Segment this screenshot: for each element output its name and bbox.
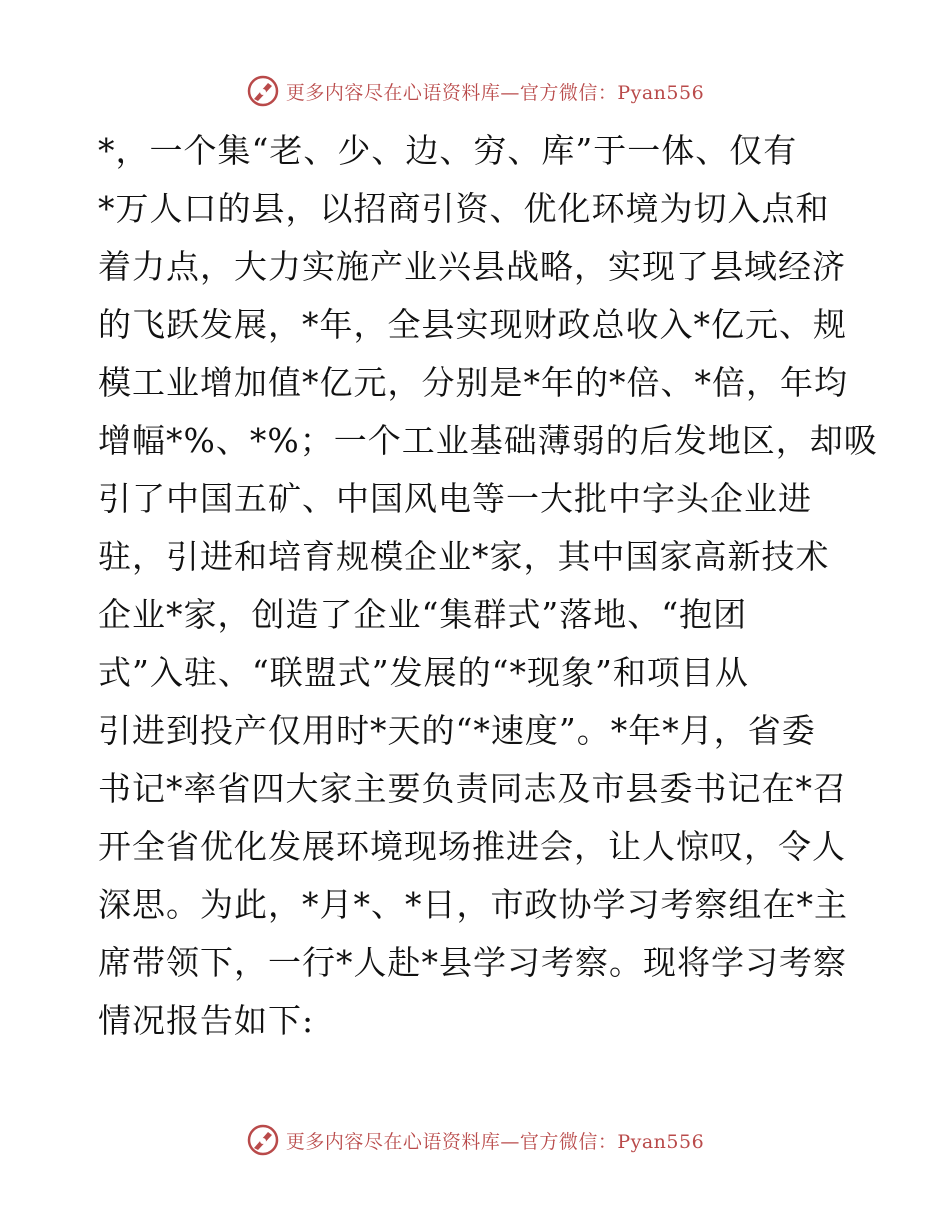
body-line: 深思。为此，*月*、*日，市政协学习考察组在*主 [98, 885, 848, 924]
body-line: 引了中国五矿、中国风电等一大批中字头企业进 [98, 479, 812, 518]
watermark-text: 更多内容尽在心语资料库—官方微信：Pyan556 [285, 81, 705, 104]
body-line: 企业*家，创造了企业“集群式”落地、“抱团 [98, 595, 748, 634]
body-line: 的飞跃发展，*年，全县实现财政总收入*亿元、规 [98, 305, 847, 344]
body-line: 式”入驻、“联盟式”发展的“*现象”和项目从 [98, 653, 749, 692]
body-line: 席带领下，一行*人赴*县学习考察。现将学习考察 [98, 943, 847, 982]
body-line: *万人口的县，以招商引资、优化环境为切入点和 [98, 189, 830, 228]
body-line: 引进到投产仅用时*天的“*速度”。*年*月，省委 [98, 711, 816, 750]
document-body [98, 122, 878, 1050]
body-line: 开全省优化发展环境现场推进会，让人惊叹，令人 [98, 827, 846, 866]
body-line: 情况报告如下: [98, 1001, 315, 1040]
watermark-text: 更多内容尽在心语资料库—官方微信：Pyan556 [285, 1130, 705, 1153]
watermark-footer [0, 1120, 950, 1160]
body-line: *，一个集“老、少、边、穷、库”于一体、仅有 [98, 131, 798, 170]
pen-logo-icon [246, 74, 280, 108]
body-line: 驻，引进和培育规模企业*家，其中国家高新技术 [98, 537, 830, 576]
pen-logo-icon [246, 1123, 280, 1157]
body-line: 着力点，大力实施产业兴县战略，实现了县域经济 [98, 247, 846, 286]
body-line: 增幅*%、*%；一个工业基础薄弱的后发地区，却吸 [98, 421, 878, 460]
body-line: 模工业增加值*亿元，分别是*年的*倍、*倍，年均 [98, 363, 848, 402]
watermark-header [0, 71, 950, 111]
body-line: 书记*率省四大家主要负责同志及市县委书记在*召 [98, 769, 847, 808]
